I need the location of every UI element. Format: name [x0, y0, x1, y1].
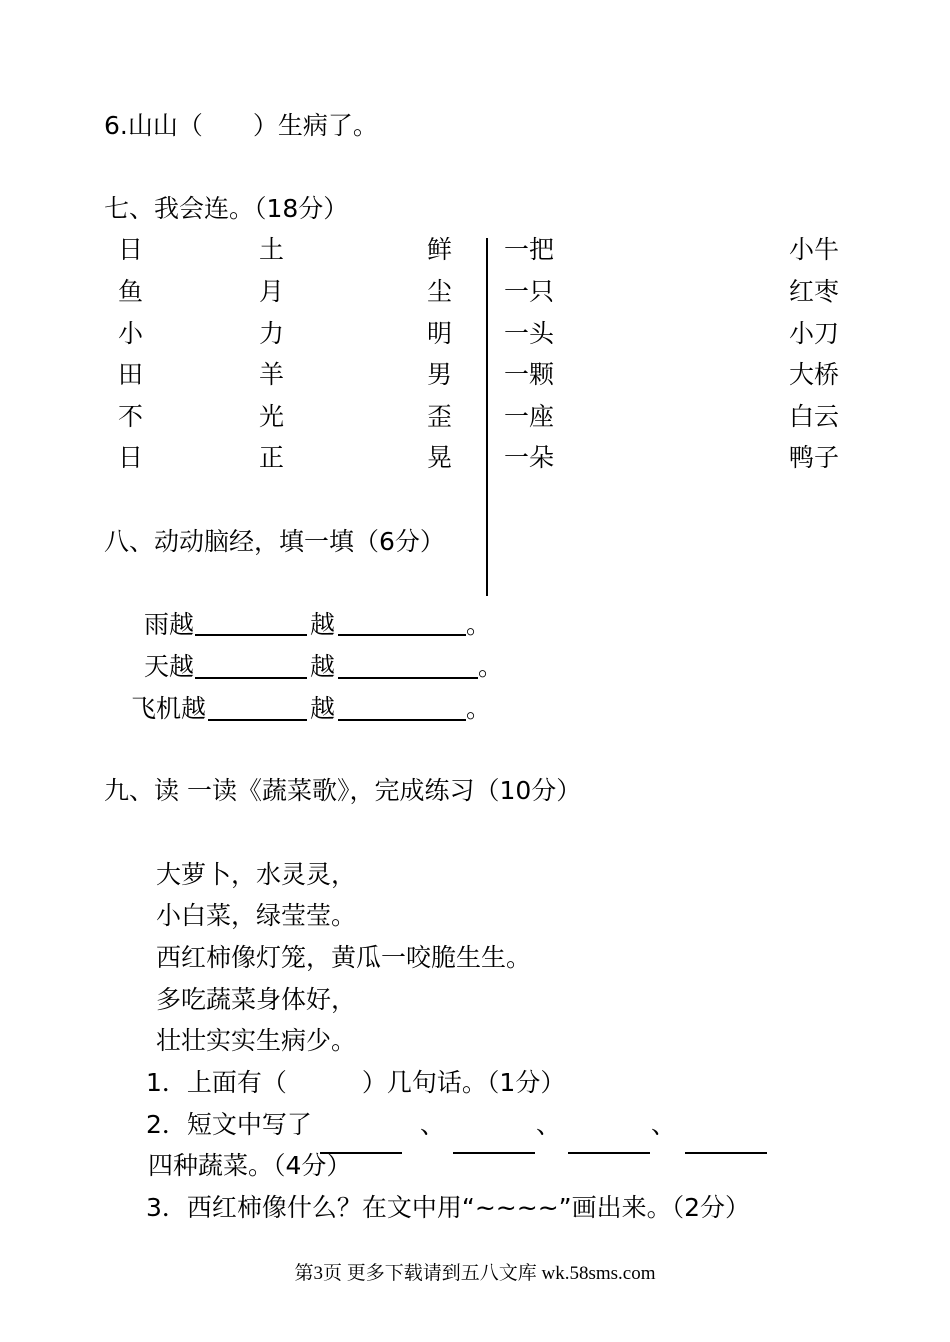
match-char: 鲜 [427, 235, 453, 264]
match-char: 晃 [427, 443, 453, 472]
fill-prefix: 雨越 [144, 610, 195, 639]
answer-blank[interactable] [568, 1152, 650, 1154]
poem-line: 多吃蔬菜身体好， [156, 985, 357, 1014]
section-9-title: 九、读 一读《蔬菜歌》，完成练习（10分） [104, 776, 582, 805]
match-char: 小 [118, 319, 144, 348]
match-char: 男 [427, 360, 453, 389]
noun-word: 鸭子 [789, 443, 840, 472]
measure-word: 一朵 [504, 443, 555, 472]
match-char: 田 [118, 360, 144, 389]
fill-prefix: 天越 [144, 652, 195, 681]
match-char: 土 [259, 235, 285, 264]
noun-word: 大桥 [789, 360, 840, 389]
match-char: 日 [118, 235, 144, 264]
page-footer: 第3页 更多下载请到五八文库 wk.58sms.com [294, 1263, 656, 1284]
separator: 、 [536, 1110, 562, 1139]
poem-line: 小白菜，绿莹莹。 [156, 901, 357, 930]
question-9-3: 3．西红柿像什么？在文中用“~~~~”画出来。（2分） [146, 1193, 751, 1222]
noun-word: 小牛 [789, 235, 840, 264]
fill-middle: 越 [310, 610, 336, 639]
answer-blank[interactable] [338, 719, 466, 721]
poem-line: 大萝卜，水灵灵， [156, 860, 357, 889]
fill-middle: 越 [310, 652, 336, 681]
measure-word: 一头 [504, 319, 555, 348]
measure-word: 一只 [504, 277, 555, 306]
poem-line: 壮壮实实生病少。 [156, 1026, 357, 1055]
match-char: 羊 [259, 360, 285, 389]
match-char: 尘 [427, 277, 453, 306]
answer-blank[interactable] [338, 634, 466, 636]
question-9-2-prefix: 2．短文中写了 [146, 1110, 312, 1139]
answer-blank[interactable] [195, 677, 307, 679]
match-char: 鱼 [118, 277, 144, 306]
match-char: 力 [259, 319, 285, 348]
question-9-2-suffix: 四种蔬菜。（4分） [148, 1151, 352, 1180]
separator: 、 [420, 1110, 446, 1139]
measure-word: 一座 [504, 402, 555, 431]
question-6: 6.山山（ ）生病了。 [104, 111, 378, 140]
fill-prefix: 飞机越 [131, 694, 207, 723]
section-7-title: 七、我会连。（18分） [104, 194, 349, 223]
answer-blank[interactable] [208, 719, 307, 721]
match-char: 正 [259, 443, 285, 472]
match-char: 月 [259, 277, 285, 306]
answer-blank[interactable] [685, 1152, 767, 1154]
answer-blank[interactable] [195, 634, 307, 636]
fill-end: 。 [466, 610, 492, 639]
fill-end: 。 [466, 694, 492, 723]
match-char: 光 [259, 402, 285, 431]
noun-word: 白云 [789, 402, 840, 431]
fill-end: 。 [478, 652, 504, 681]
column-divider [486, 238, 488, 596]
match-char: 日 [118, 443, 144, 472]
answer-blank[interactable] [453, 1152, 535, 1154]
fill-middle: 越 [310, 694, 336, 723]
poem-line: 西红柿像灯笼，黄瓜一咬脆生生。 [156, 943, 532, 972]
noun-word: 红枣 [789, 277, 840, 306]
separator: 、 [651, 1110, 677, 1139]
noun-word: 小刀 [789, 319, 840, 348]
question-9-1: 1．上面有（ ）几句话。（1分） [146, 1068, 566, 1097]
match-char: 歪 [427, 402, 453, 431]
match-char: 不 [118, 402, 144, 431]
measure-word: 一把 [504, 235, 555, 264]
measure-word: 一颗 [504, 360, 555, 389]
answer-blank[interactable] [338, 677, 478, 679]
match-char: 明 [427, 319, 453, 348]
section-8-title: 八、动动脑经，填一填（6分） [104, 527, 445, 556]
